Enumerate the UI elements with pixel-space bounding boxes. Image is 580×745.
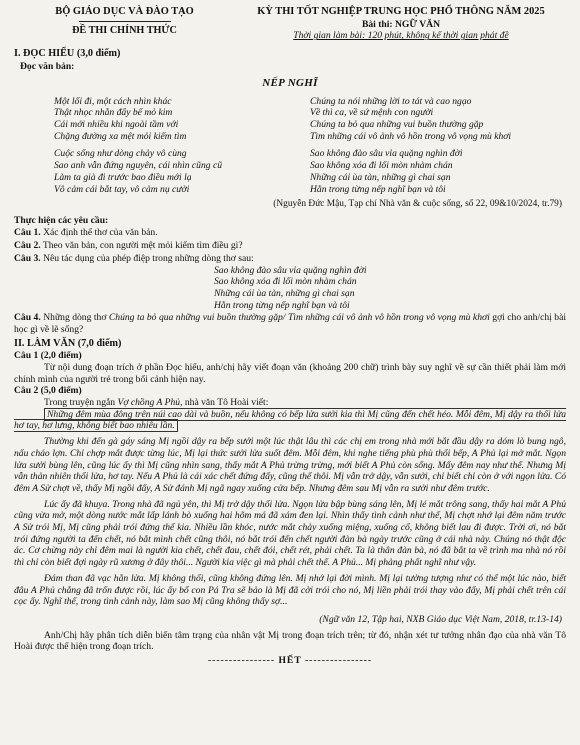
story-excerpt bbox=[14, 409, 566, 608]
boxed-passage: Những đêm mùa đông trên núi cao dài và buồn, nếu không có bếp lửa sưởi kia thì Mị cũng đến chết héo. Mỗi đêm, Mị dậy ra thổi lửa hơ tay, hơ lưng, không biết bao nhiêu lần. bbox=[14, 408, 566, 432]
poem-line: Những cái ùa tàn, những gì chai sạn bbox=[310, 171, 451, 183]
c1-label bbox=[14, 350, 566, 362]
poem-line: Một lối đi, một cách nhìn khác bbox=[54, 95, 172, 107]
subject-line: Bài thi: NGỮ VĂN bbox=[361, 18, 441, 30]
question-4 bbox=[14, 312, 566, 335]
poem-line: Chúng ta nói những lời to tát và cao ngạo bbox=[310, 95, 472, 107]
c2-task: Anh/Chị hãy phân tích diễn biến tâm trạng của nhân vật Mị trong đoạn trích trên; từ đó, nhận xét tư tưởng nhân đạo của nhà văn Tô Hoài được thể hiện trong đoạn trích. bbox=[14, 629, 566, 653]
poem-line: Cái mới nhiều khi ngoài tầm với bbox=[54, 119, 179, 131]
poem-source: (Nguyễn Đức Mậu, Tạp chí Nhà văn & cuộc sống, số 22, 09&10/2024, tr.79) bbox=[273, 199, 562, 210]
question-3 bbox=[14, 253, 566, 265]
poem-line: Hằn trong từng nếp nghĩ bạn và tôi bbox=[310, 183, 446, 195]
read-label: Đọc văn bản: bbox=[20, 60, 75, 72]
q4-post: gợi cho anh/chị bài học gì về lẽ sống? bbox=[14, 312, 567, 336]
q4-label: Câu 4. bbox=[14, 312, 41, 324]
poem-line: Sao không đào sâu vỉa quặng nghìn đời bbox=[310, 148, 463, 160]
excerpt-paragraph-4: Đám than đã vạc hẳn lửa. Mị không thổi, cũng không đứng lên. Mị nhớ lại đời mình. Mị lại tưởng tượng như có thể một lúc nào, biết đâu A Phủ chẳng đã trốn được rồi, lúc ấy bố con Pá Tra sẽ bảo là Mị đã cởi trói cho nó, Mị liền phải trói thay vào đấy, Mị phải chết trên cái cọc ấy. Nghĩ thế, trong tình cảnh này, làm sao Mị cũng không thấy sợ... bbox=[14, 572, 566, 608]
official-label: ĐỀ THI CHÍNH THỨC bbox=[72, 24, 177, 36]
q2-text: Theo văn bản, con người mệt mỏi kiếm tìm điều gì? bbox=[42, 240, 243, 252]
poem-line: Sao không xóa đi lối mòn nhàm chán bbox=[310, 160, 453, 172]
c2-label bbox=[14, 385, 566, 397]
stanza-1-left bbox=[54, 96, 310, 143]
c2-label-text: Câu 2 (5,0 điểm) bbox=[14, 385, 82, 397]
c2-work-title: Vợ chồng A Phủ bbox=[117, 397, 181, 409]
quote-line: Hằn trong từng nếp nghĩ bạn và tôi bbox=[214, 299, 350, 311]
c1-label-text: Câu 1 (2,0 điểm) bbox=[14, 350, 82, 362]
poem-line: Thật nhọc nhằn đẩy bể mỏ kim bbox=[54, 107, 173, 119]
time-note: Thời gian làm bài: 120 phút, không kể thời gian phát đề bbox=[293, 30, 509, 42]
q3-label: Câu 3. bbox=[14, 252, 41, 264]
header-right bbox=[236, 6, 566, 42]
excerpt-reference: (Ngữ văn 12, Tập hai, NXB Giáo dục Việt Nam, 2018, tr.13-14) bbox=[319, 613, 562, 625]
question-2 bbox=[14, 240, 566, 252]
header-left bbox=[14, 6, 227, 42]
c2-intro-post: , nhà văn Tô Hoài viết: bbox=[180, 397, 269, 409]
q3-text: Nêu tác dụng của phép điệp trong những dòng thơ sau: bbox=[43, 252, 254, 264]
q2-label: Câu 2. bbox=[14, 240, 41, 252]
poem-title: NẾP NGHĨ bbox=[262, 77, 318, 90]
excerpt-paragraph-3: Lúc ấy đã khuya. Trong nhà đã ngủ yên, thì Mị trở dậy thổi lửa. Ngọn lửa bập bùng sáng lên, Mị lé mắt trông sang, thấy hai mắt A Phủ cũng vừa mở, một dòng nước mắt lấp lánh bò xuống hai hõm má đã xám đen lại. Nhìn thấy tình cảnh như thế, Mị chợt nhớ lại đêm năm trước A Sử trói Mị, Mị cũng phải trói đứng thế kia. Nhiều lần khóc, nước mắt chảy xuống miệng, xuống cổ, không biết lau đi được. Trời ơi, nó bắt trói đứng người ta đến chết, nó bắt mình chết cũng thôi, nó bắt trói đến chết người đàn bà ngày trước cũng ở cái nhà này. Chúng nó thật độc ác. Cơ chừng này chỉ đêm mai là người kia chết, chết đau, chết đói, chết rét, phải chết. Ta là thân đàn bà, nó đã bắt ta về trình ma nhà nó rồi thì chỉ còn biết đợi ngày rũ xương ở đây thôi... Người kia việc gì mà phải chết thế. A Phủ... Mị phảng phất nghĩ như vậy. bbox=[14, 498, 566, 569]
poem-stanza-1 bbox=[14, 96, 566, 149]
quote-line: Những cái ùa tàn, những gì chai sạn bbox=[214, 287, 355, 299]
excerpt-paragraph-2: Thường khi đến gà gáy sáng Mị ngồi dậy ra bếp sưởi một lúc thật lâu thì các chị em trong nhà mới bắt đầu dậy ra dóm lò bung ngô, nấu cháo lợn. Chỉ chợp mắt được từng lúc, Mị lại thức sưởi lửa suốt đêm. Mỗi đêm, khi nghe tiếng phù phù thổi bếp, A Phủ lại mở mắt. Ngọn lửa sưởi bùng lên, cũng lúc ấy thì Mị cũng nhìn sang, thấy mắt A Phủ trừng trừng, mới biết A Phủ còn sống. Mấy đêm nay như thế. Nhưng Mị vẫn thản nhiên thổi lửa, hơ tay. Nếu A Phủ là cái xác chết đứng đấy, cũng thế thôi. Mị vẫn trở dậy, vẫn sưởi, chỉ biết chỉ còn ở với ngọn lửa. Có đêm A Sử chợt về, thấy Mị ngồi đấy, A Sử đánh Mị ngã ngay xuống cửa bếp. Nhưng đêm sau Mị vẫn ra sưởi như đêm trước. bbox=[14, 436, 566, 494]
ministry-name: BỘ GIÁO DỤC VÀ ĐÀO TẠO bbox=[55, 6, 194, 17]
quote-line: Sao không đào sâu vỉa quặng nghìn đời bbox=[214, 264, 367, 276]
ministry-underline bbox=[79, 21, 171, 22]
q3-quote bbox=[14, 265, 566, 312]
q4-pre: Những dòng thơ bbox=[43, 312, 107, 324]
exam-header bbox=[14, 6, 566, 42]
stanza-1-right bbox=[310, 96, 566, 143]
poem-line: Về thì ca, về sứ mệnh con người bbox=[310, 107, 434, 119]
poem-line: Sao anh vẫn đứng nguyên, cái nhìn cũng cũ bbox=[54, 160, 223, 172]
stanza-2-left bbox=[54, 148, 310, 195]
poem-stanza-2 bbox=[14, 148, 566, 201]
q1-label: Câu 1. bbox=[14, 227, 41, 239]
c2-intro bbox=[14, 397, 566, 409]
c2-intro-pre: Trong truyện ngắn bbox=[44, 397, 116, 409]
poem-line: Chặng đường xa mệt mỏi kiếm tìm bbox=[54, 130, 187, 142]
poem-line: Làm ta già đi trước bao điều mới lạ bbox=[54, 171, 192, 183]
q4-quote: Chúng ta bỏ qua những vui buồn thường gặp/ Tìm những cái vô ảnh vô hồn trong vô vọng mù khơi bbox=[108, 312, 490, 324]
exam-title: KỲ THI TỐT NGHIỆP TRUNG HỌC PHỔ THÔNG NĂM 2025 bbox=[257, 6, 545, 17]
question-1 bbox=[14, 227, 566, 239]
reading-heading: I. ĐỌC HIỂU (3,0 điểm) bbox=[14, 48, 121, 60]
poem-line: Chúng ta bỏ qua những vui buồn thường gặp bbox=[310, 119, 484, 131]
poem-line: Vô cảm cái bắt tay, vô cảm nụ cười bbox=[54, 183, 190, 195]
excerpt-paragraph-1 bbox=[14, 409, 566, 432]
poem-line: Cuộc sống như dòng chảy vô cùng bbox=[54, 148, 187, 160]
q1-text: Xác định thể thơ của văn bản. bbox=[43, 227, 158, 239]
quote-line: Sao không xóa đi lối mòn nhàm chán bbox=[214, 276, 357, 288]
requirements-label: Thực hiện các yêu cầu: bbox=[14, 214, 109, 226]
writing-heading: II. LÀM VĂN (7,0 điểm) bbox=[14, 337, 122, 349]
poem-line: Tìm những cái vô ảnh vô hồn trong vô vọng mù khơi bbox=[310, 130, 512, 142]
end-marker: ---------------- HẾT ---------------- bbox=[207, 655, 373, 667]
stanza-2-right bbox=[310, 148, 566, 195]
c1-text: Từ nội dung đoạn trích ở phần Đọc hiểu, anh/chị hãy viết đoạn văn (khoảng 200 chữ) trình bày suy nghĩ về sự cần thiết phải làm mới chính mình của người trẻ trong bối cảnh hiện nay. bbox=[14, 361, 566, 385]
